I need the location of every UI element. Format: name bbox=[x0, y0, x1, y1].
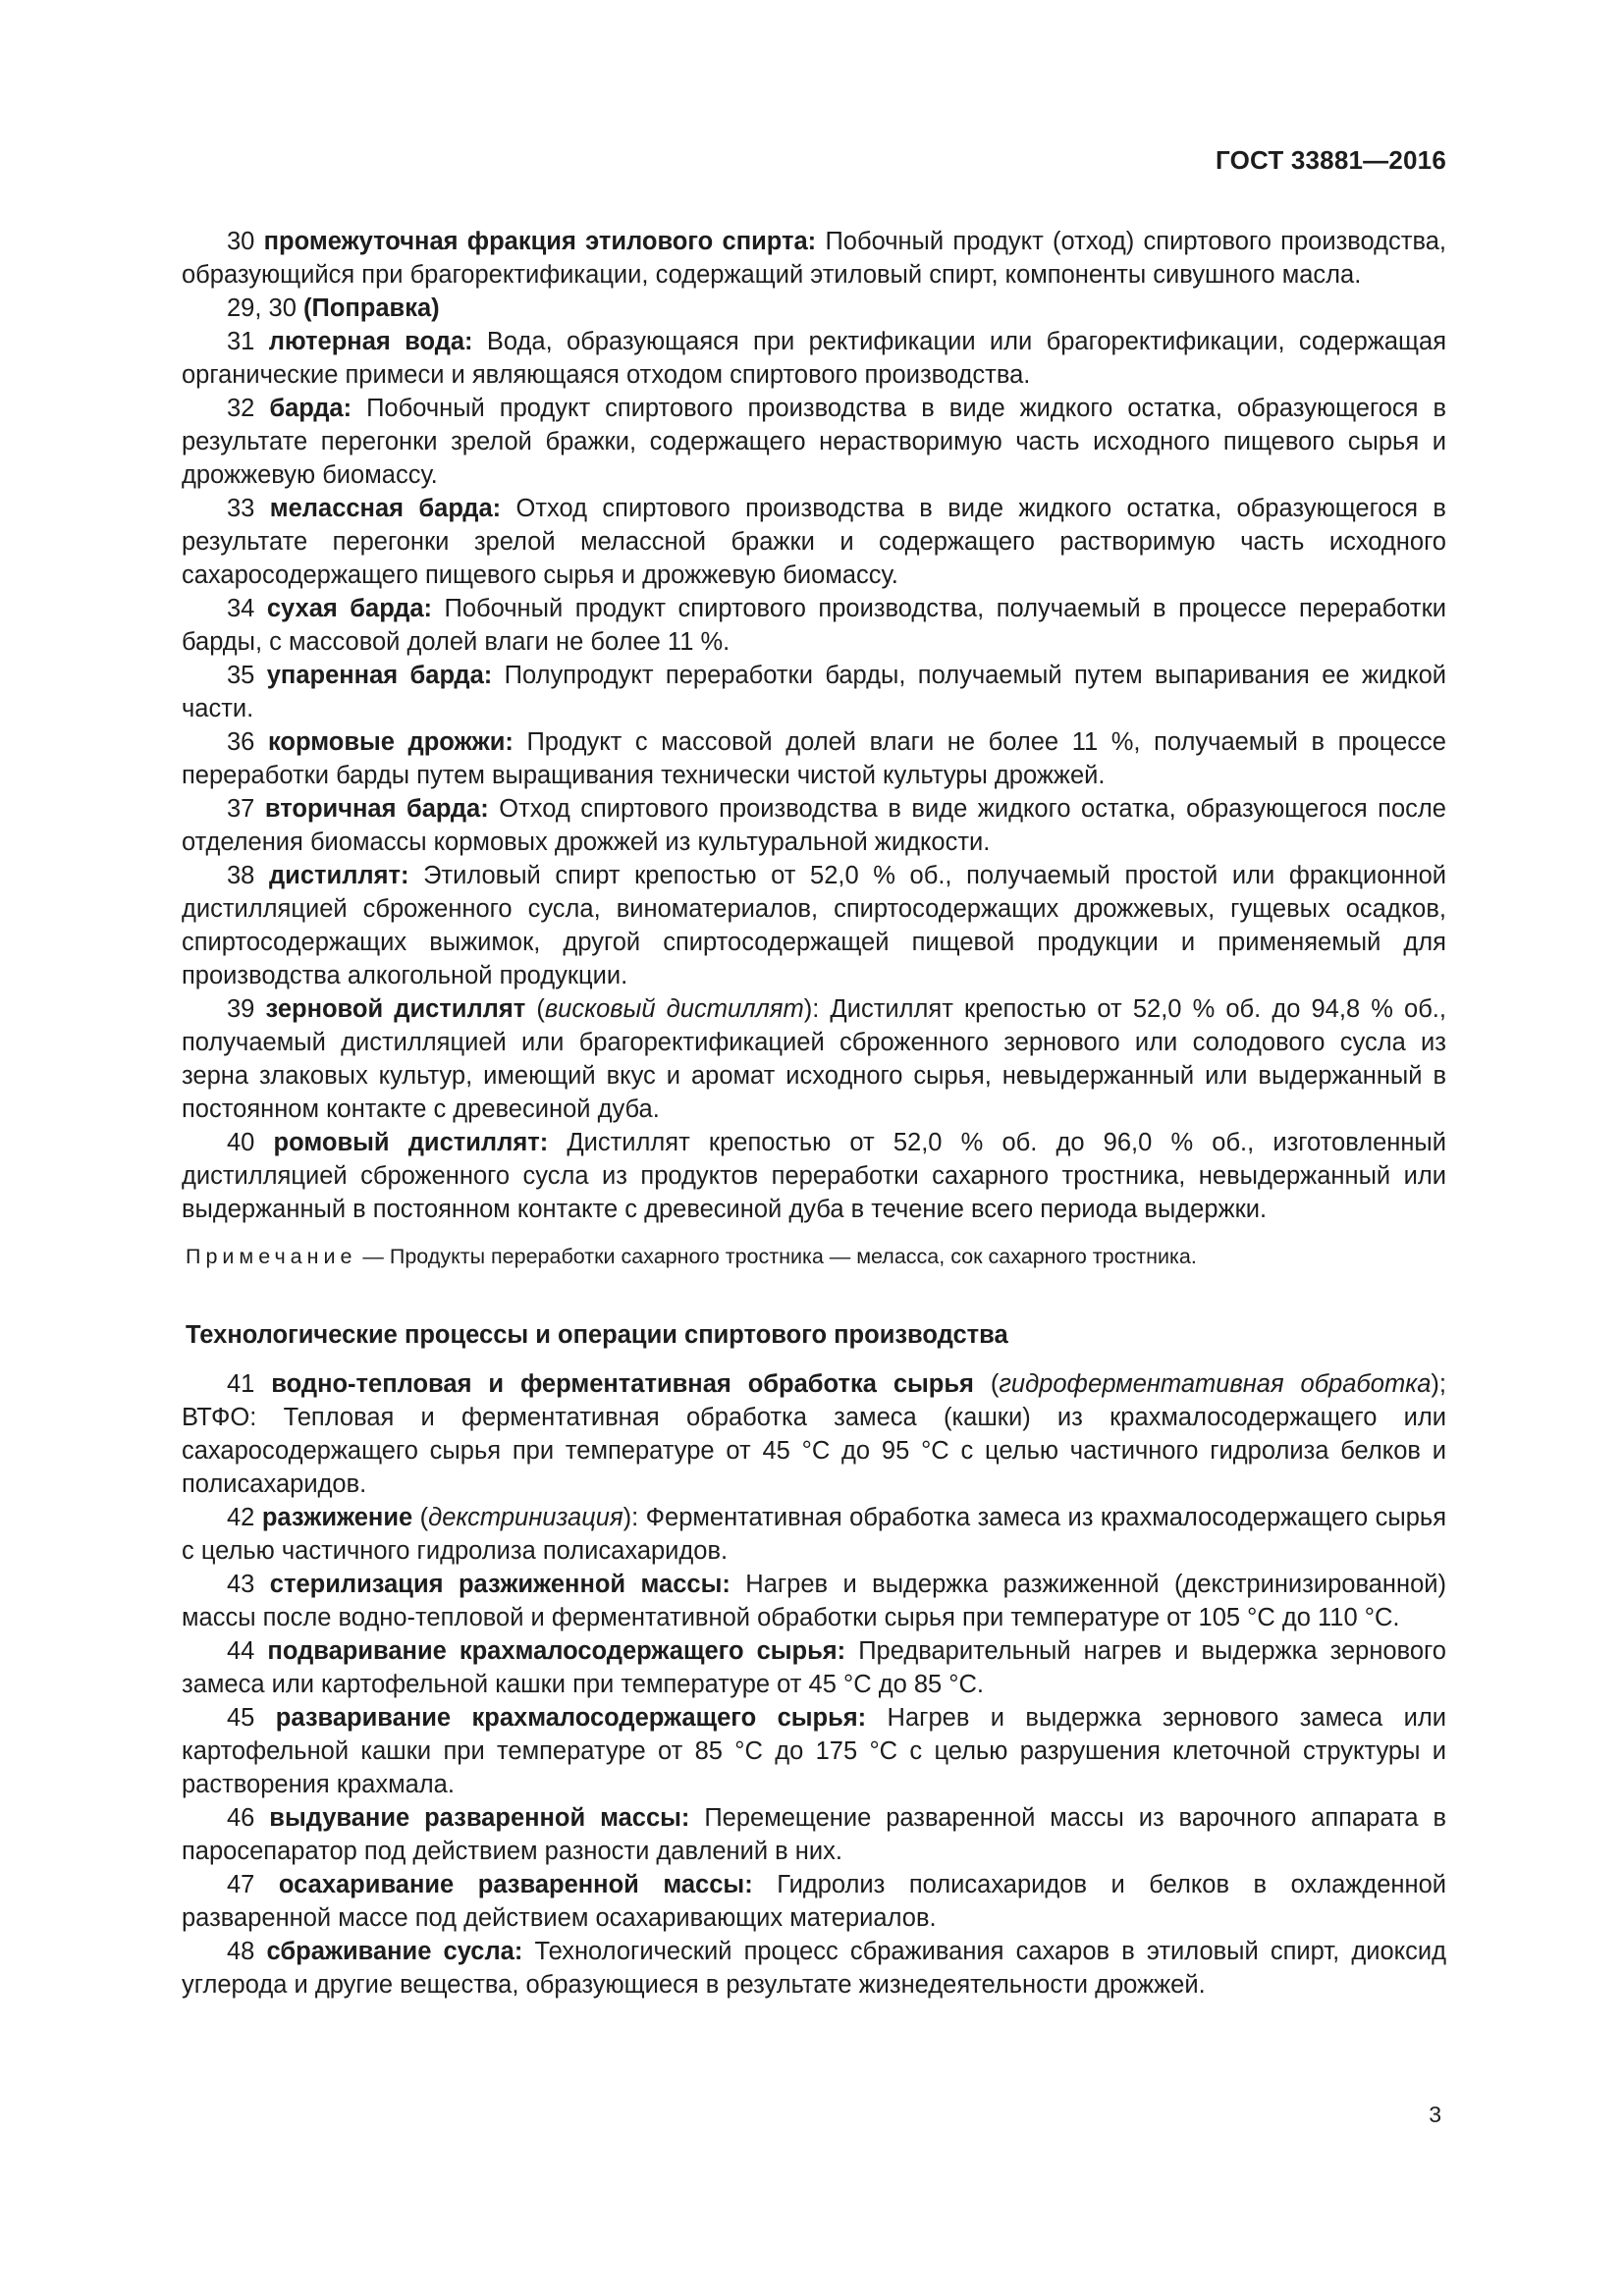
term-number: 36 bbox=[227, 728, 255, 756]
synonym-close: ): bbox=[623, 1504, 639, 1531]
note-text: — Продукты переработки сахарного тростника — меласса, сок сахарного тростника. bbox=[356, 1245, 1197, 1268]
term-entry bbox=[182, 1501, 1446, 1568]
synonym-open: ( bbox=[973, 1370, 1000, 1398]
synonym-close: ): bbox=[803, 995, 820, 1023]
term-number: 47 bbox=[227, 1871, 255, 1898]
term-definition: Побочный продукт спиртового производства в виде жидкого остатка, образующегося в результате перегонки зрелой бражки, содержащего нерастворимую часть исходного пищевого сырья и дрожжевую биомассу. bbox=[182, 395, 1446, 489]
term-definition: Отход спиртового производства в виде жидкого остатка, образующегося в результате перегонки зрелой мелассной бражки и содержащего растворимую часть исходного сахаросодержащего пищевого сырья и дрожжевую биомассу. bbox=[182, 495, 1446, 589]
term-entry bbox=[182, 725, 1446, 792]
term-entry bbox=[182, 859, 1446, 992]
term-name: разваривание крахмалосодержащего сырья: bbox=[275, 1704, 867, 1732]
term-definition: Этиловый спирт крепостью от 52,0 % об., получаемый простой или фракционной дистилляцией сброженного сусла, виноматериалов, спиртосодержащих дрожжевых, гущевых осадков, спиртосодержащих выжимок, другой спиртосодержащей пищевой продукции и применяемый для производства алкогольной продукции. bbox=[182, 862, 1446, 989]
term-number: 43 bbox=[227, 1571, 255, 1598]
term-definition: Отход спиртового производства в виде жидкого остатка, образующегося после отделения биомассы кормовых дрожжей из культуральной жидкости. bbox=[182, 795, 1446, 856]
term-definition: Продукт с массовой долей влаги не более 11 %, получаемый в процессе переработки барды путем выращивания технически чистой культуры дрожжей. bbox=[182, 728, 1446, 789]
term-name: упаренная барда: bbox=[266, 662, 493, 689]
term-list-processes bbox=[182, 1367, 1446, 2002]
term-definition: Ферментативная обработка замеса из крахмалосодержащего сырья с целью частичного гидролиза полисахаридов. bbox=[182, 1504, 1446, 1565]
term-entry bbox=[182, 1126, 1446, 1226]
term-definition: Побочный продукт (отход) спиртового производства, образующийся при брагоректификации, содержащий этиловый спирт, компоненты сивушного масла. bbox=[182, 228, 1446, 289]
term-name: осахаривание разваренной массы: bbox=[278, 1871, 753, 1898]
term-synonym: декстринизация bbox=[428, 1504, 623, 1531]
term-entry bbox=[182, 592, 1446, 659]
term-number: 33 bbox=[227, 495, 255, 522]
term-entry bbox=[182, 392, 1446, 492]
term-name: барда: bbox=[269, 395, 352, 422]
term-definition: Полупродукт переработки барды, получаемый путем выпаривания ее жидкой части. bbox=[182, 662, 1446, 722]
term-synonym: висковый дистиллят bbox=[544, 995, 804, 1023]
term-name: сбраживание сусла: bbox=[266, 1938, 523, 1965]
term-definition: Тепловая и ферментативная обработка замеса (кашки) из крахмалосодержащего или сахаросодержащего сырья при температуре от 45 °С до 95 °С с целью частичного гидролиза белков и полисахаридов. bbox=[182, 1404, 1446, 1498]
document-body bbox=[182, 225, 1446, 2002]
term-name: сухая барда: bbox=[266, 595, 433, 622]
term-entry bbox=[182, 792, 1446, 859]
synonym-open: ( bbox=[525, 995, 545, 1023]
term-name: стерилизация разжиженной массы: bbox=[269, 1571, 731, 1598]
term-definition: Перемещение разваренной массы из варочного аппарата в паросепаратор под действием разности давлений в них. bbox=[182, 1804, 1446, 1865]
term-entry bbox=[182, 1868, 1446, 1935]
term-definition: Дистиллят крепостью от 52,0 % об. до 94,8 % об., получаемый дистилляцией или брагоректификацией сброженного зернового или солодового сусла из зерна злаковых культур, имеющий вкус и аромат исходного сырья, невыдержанный или выдержанный в постоянном контакте с древесиной дуба. bbox=[182, 995, 1446, 1123]
term-name: лютерная вода: bbox=[268, 328, 473, 355]
term-entry bbox=[182, 1367, 1446, 1501]
term-number: 34 bbox=[227, 595, 255, 622]
note bbox=[182, 1242, 1446, 1271]
term-definition: Дистиллят крепостью от 52,0 % об. до 96,0 % об., изготовленный дистилляцией сброженного сусла из продуктов переработки сахарного тростника, невыдержанный или выдержанный в постоянном контакте с древесиной дуба в течение всего периода выдержки. bbox=[182, 1129, 1446, 1223]
term-number: 48 bbox=[227, 1938, 255, 1965]
term-definition: Гидролиз полисахаридов и белков в охлажденной разваренной массе под действием осахаривающих материалов. bbox=[182, 1871, 1447, 1932]
term-entry bbox=[182, 225, 1446, 292]
page-number: 3 bbox=[1429, 2102, 1441, 2127]
term-number: 40 bbox=[227, 1129, 255, 1156]
term-definition: Технологический процесс сбраживания сахаров в этиловый спирт, диоксид углерода и другие вещества, образующиеся в результате жизнедеятельности дрожжей. bbox=[182, 1938, 1446, 1999]
term-definition: Нагрев и выдержка разжиженной (декстринизированной) массы после водно-тепловой и ферментативной обработки сырья при температуре от 105 °С до 110 °С. bbox=[182, 1571, 1446, 1631]
synonym-open: ( bbox=[412, 1504, 429, 1531]
term-definition: Нагрев и выдержка зернового замеса или картофельной кашки при температуре от 85 °С до 175 °С с целью разрушения клеточной структуры и растворения крахмала. bbox=[182, 1704, 1446, 1798]
term-number: 30 bbox=[227, 228, 255, 255]
term-number: 29, 30 bbox=[227, 294, 297, 322]
term-entry bbox=[182, 1568, 1446, 1634]
term-name: водно-тепловая и ферментативная обработка сырья bbox=[271, 1370, 974, 1398]
term-name: вторичная барда: bbox=[264, 795, 489, 823]
term-name: ромовый дистиллят: bbox=[273, 1129, 549, 1156]
term-number: 42 bbox=[227, 1504, 255, 1531]
term-definition: Вода, образующаяся при ректификации или брагоректификации, содержащая органические примеси и являющаяся отходом спиртового производства. bbox=[182, 328, 1446, 389]
term-definition: Побочный продукт спиртового производства, получаемый в процессе переработки барды, с массовой долей влаги не более 11 %. bbox=[182, 595, 1446, 656]
term-number: 44 bbox=[227, 1637, 255, 1665]
term-entry bbox=[182, 659, 1446, 725]
term-number: 32 bbox=[227, 395, 255, 422]
term-name: выдувание разваренной массы: bbox=[269, 1804, 690, 1832]
term-name: разжижение bbox=[261, 1504, 413, 1531]
term-entry bbox=[182, 1701, 1446, 1801]
term-number: 41 bbox=[227, 1370, 255, 1398]
term-name: мелассная барда: bbox=[269, 495, 502, 522]
term-synonym: гидроферментативная обработка bbox=[999, 1370, 1432, 1398]
term-entry bbox=[182, 1801, 1446, 1868]
term-number: 37 bbox=[227, 795, 255, 823]
term-list-products bbox=[182, 225, 1446, 1226]
term-number: 31 bbox=[227, 328, 255, 355]
term-name: промежуточная фракция этилового спирта: bbox=[263, 228, 817, 255]
term-number: 45 bbox=[227, 1704, 255, 1732]
term-number: 46 bbox=[227, 1804, 255, 1832]
term-number: 35 bbox=[227, 662, 255, 689]
term-entry bbox=[182, 992, 1446, 1126]
term-name: кормовые дрожжи: bbox=[267, 728, 514, 756]
term-definition: Предварительный нагрев и выдержка зернового замеса или картофельной кашки при температуре от 45 °С до 85 °С. bbox=[182, 1637, 1446, 1698]
standard-code: ГОСТ 33881—2016 bbox=[1216, 145, 1446, 175]
term-name: зерновой дистиллят bbox=[265, 995, 526, 1023]
term-name: дистиллят: bbox=[269, 862, 409, 889]
term-entry bbox=[182, 325, 1446, 392]
section-heading: Технологические процессы и операции спиртового производства bbox=[186, 1321, 1008, 1349]
term-name: (Поправка) bbox=[303, 294, 440, 322]
term-number: 39 bbox=[227, 995, 255, 1023]
term-entry bbox=[182, 492, 1446, 592]
synonym-close: ); ВТФО: bbox=[182, 1370, 1446, 1431]
term-entry bbox=[182, 292, 1446, 325]
term-entry bbox=[182, 1935, 1446, 2002]
term-name: подваривание крахмалосодержащего сырья: bbox=[267, 1637, 846, 1665]
note-label: Примечание bbox=[186, 1245, 357, 1268]
term-number: 38 bbox=[227, 862, 255, 889]
term-entry bbox=[182, 1634, 1446, 1701]
